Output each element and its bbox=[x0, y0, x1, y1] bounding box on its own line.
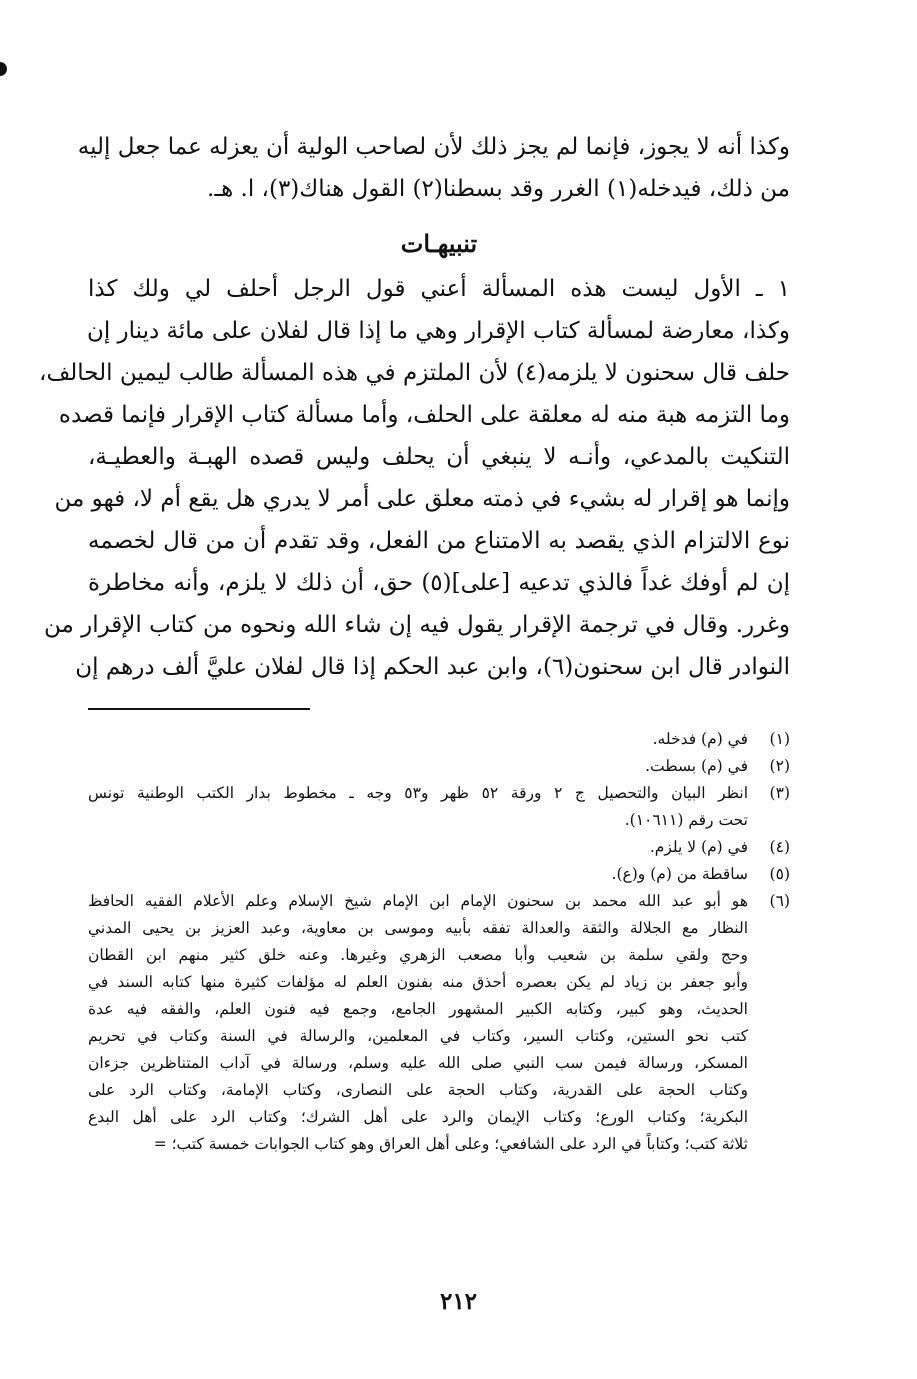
footnote-text: في (م) لا يلزم. bbox=[649, 838, 748, 856]
footnote-text: المسكر، ورسالة فيمن سب النبي صلى الله عليه وسلم، ورسالة في آداب المتناظرين جزءان bbox=[88, 1054, 748, 1072]
footnote-text: كتب نحو الستين، وكتاب السير، وكتاب في المعلمين، والرسالة في السنة وكتاب في تحريم bbox=[88, 1027, 748, 1045]
body-line: حلف قال سحنون لا يلزمه(٤) لأن الملتزم في هذه المسألة طالب ليمين الحالف، bbox=[39, 360, 790, 386]
footnote-number: (٥) bbox=[769, 865, 790, 883]
body-line: التنكيت بالمدعي، وأنـه لا ينبغي أن يحلف وليس قصده الهبـة والعطيـة، bbox=[88, 444, 790, 470]
footnote-number: (٢) bbox=[769, 757, 790, 775]
footnote-number: (١) bbox=[769, 730, 790, 748]
body-line: إن لم أوفك غداً فالذي تدعيه [على](٥) حق، أن ذلك لا يلزم، وأنه مخاطرة bbox=[88, 570, 791, 596]
body-line: وما التزمه هبة منه له معلقة على الحلف، وأما مسألة كتاب الإقرار فإنما قصده bbox=[58, 402, 790, 428]
body-line: النوادر قال ابن سحنون(٦)، وابن عبد الحكم إذا قال لفلان عليَّ ألف درهم إن bbox=[75, 654, 790, 680]
footnote-5 bbox=[88, 861, 790, 888]
footnote-text: وحج ولقي سلمة بن شعيب وأبا مصعب الزهري وغيرها. وعنه خلق كثير منهم ابن القطان bbox=[88, 946, 748, 964]
footnote-text: تحت رقم (١٠٦١١). bbox=[624, 811, 748, 829]
main-text bbox=[39, 126, 791, 688]
body-line: ١ ـ الأول ليست هذه المسألة أعني قول الرجل أحلف لي ولك كذا bbox=[88, 276, 790, 302]
footnote-2 bbox=[88, 753, 790, 780]
body-line: وإنما هو إقرار له بشيء في ذمته معلق على أمر لا يدري هل يقع أم لا، فهو من bbox=[54, 486, 790, 512]
footnote-text: انظر البيان والتحصيل ج ٢ ورقة ٥٢ ظهر و٥٣ وجه ـ مخطوط بدار الكتب الوطنية تونس bbox=[88, 784, 748, 802]
footnote-6 bbox=[88, 888, 790, 1158]
body-line: نوع الالتزام الذي يقصد به الامتناع من الفعل، وقد تقدم أن من قال لخصمه bbox=[88, 528, 790, 554]
footnote-3 bbox=[88, 780, 790, 834]
footnote-text: وأبو جعفر بن زياد لم يكن بعصره أحذق منه بفنون العلم له مؤلفات كثيرة منها كتابه السند في bbox=[88, 973, 748, 991]
footnote-text: ساقطة من (م) و(ع). bbox=[611, 865, 748, 883]
footnote-separator bbox=[88, 708, 310, 710]
page-number: ٢١٢ bbox=[439, 1288, 478, 1315]
footnote-text: النظار مع الجلالة والثقة والعدالة تفقه بأبيه وموسى بن معاوية، وعبد العزيز بن يحيى المدني bbox=[88, 919, 748, 937]
footnote-text: وكتاب الحجة على القدرية، وكتاب الحجة على النصارى، وكتاب الإمامة، وكتاب الرد على bbox=[88, 1081, 748, 1099]
footnotes bbox=[88, 726, 790, 1158]
body-line: وغرر. وقال في ترجمة الإقرار يقول فيه إن شاء الله ونحوه من كتاب الإقرار من bbox=[43, 612, 790, 638]
footnote-text: هو أبو عبد الله محمد بن سحنون الإمام ابن الإمام شيخ الإسلام وعلم الأعلام الفقيه الحافظ bbox=[88, 892, 748, 910]
footnote-number: (٤) bbox=[769, 838, 790, 856]
margin-mark bbox=[0, 62, 7, 76]
footnote-text: في (م) بسطت. bbox=[645, 757, 748, 775]
footnote-4 bbox=[88, 834, 790, 861]
footnote-number: (٣) bbox=[769, 784, 790, 802]
footnote-text: البكرية؛ وكتاب الورع؛ وكتاب الإيمان والرد على أهل الشرك؛ وكتاب الرد على أهل البدع bbox=[88, 1108, 748, 1126]
footnote-1 bbox=[88, 726, 790, 753]
footnote-text: ثلاثة كتب؛ وكتاباً في الرد على الشافعي؛ وعلى أهل العراق وهو كتاب الجوابات خمسة كتب؛ = bbox=[153, 1135, 748, 1153]
footnote-text: في (م) فدخله. bbox=[652, 730, 748, 748]
section-heading: تنبيهـات bbox=[400, 229, 478, 258]
body-paragraph bbox=[39, 268, 791, 688]
footnote-text: الحديث، وهو كبير، وكتابه الكبير المشهور الجامع، وجمع فيه فنون العلم، والفقه فيه عدة bbox=[88, 1000, 748, 1018]
intro-line-1: وكذا أنه لا يجوز، فإنما لم يجز ذلك لأن لصاحب الولية أن يعزله عما جعل إليه bbox=[77, 134, 790, 160]
body-line: وكذا، معارضة لمسألة كتاب الإقرار وهي ما إذا قال لفلان على مائة دينار إن bbox=[86, 318, 790, 344]
intro-line-2: من ذلك، فيدخله(١) الغرر وقد بسطنا(٢) القول هناك(٣)، ا. هـ. bbox=[207, 176, 790, 202]
footnote-number: (٦) bbox=[769, 892, 790, 910]
